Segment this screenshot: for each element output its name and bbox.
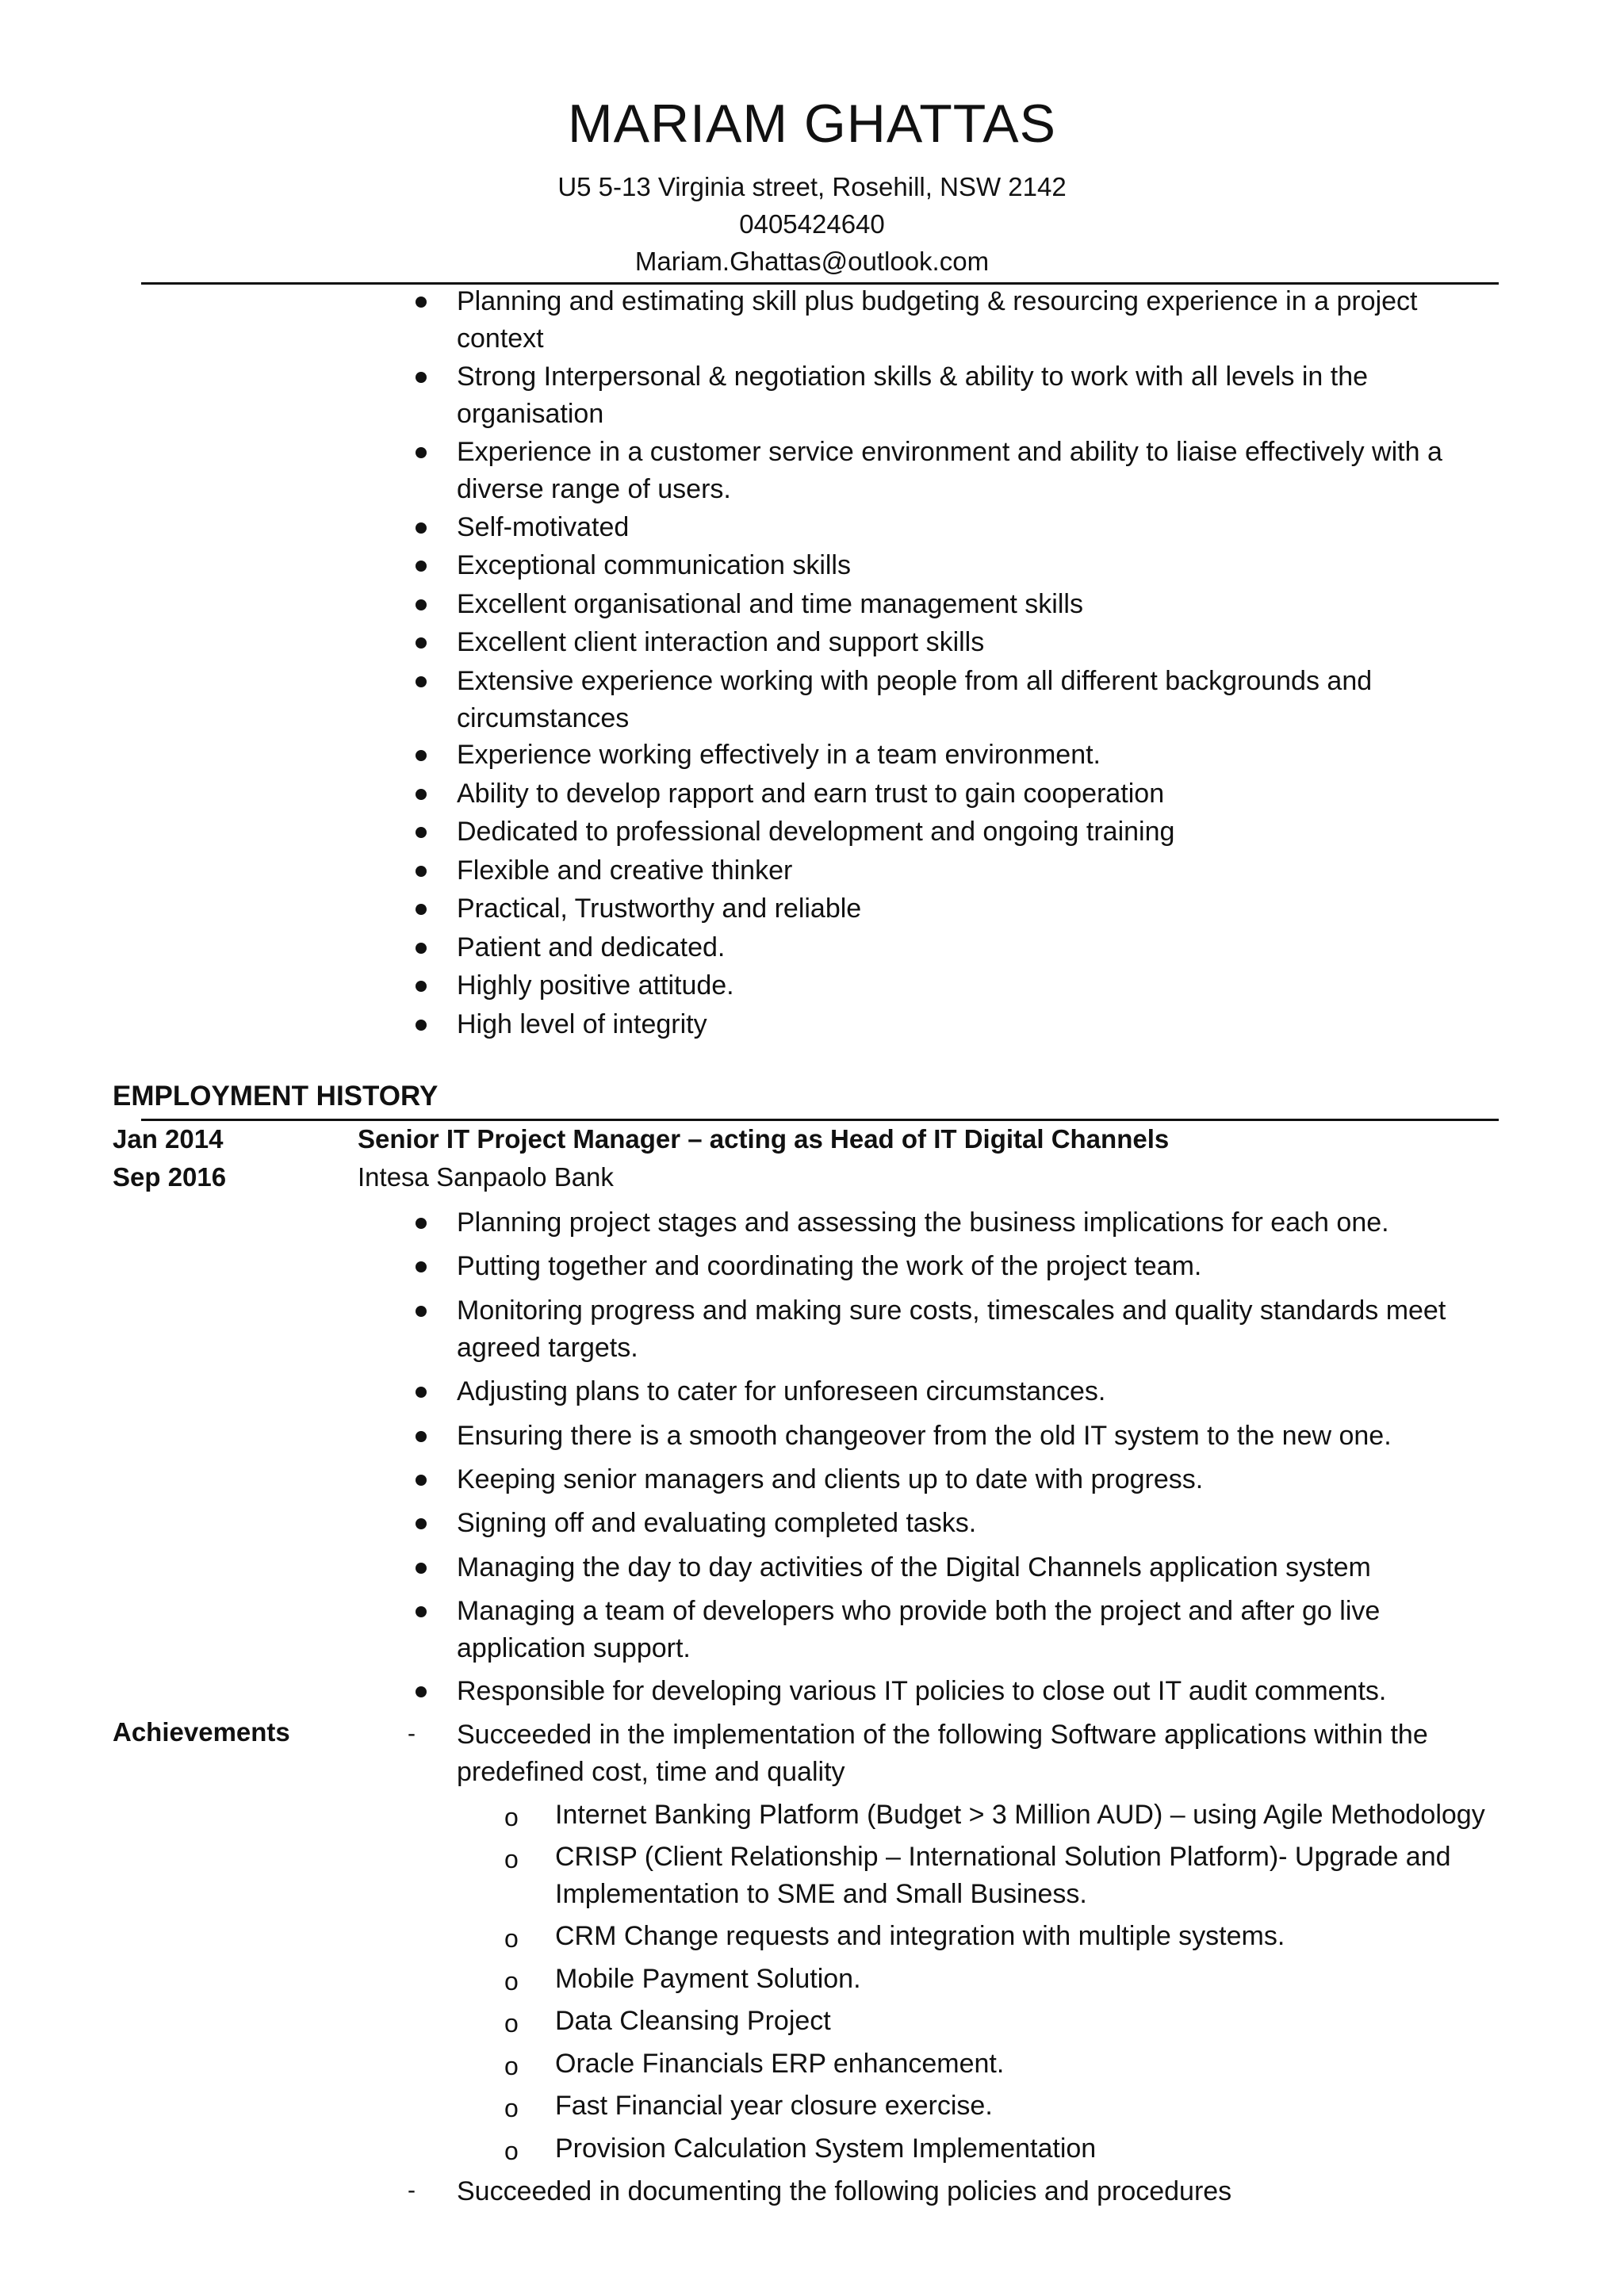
bullet-icon [416,372,427,383]
achievement-subitem: CRM Change requests and integration with multiple systems. [555,1921,1285,1951]
responsibility-item: Signing off and evaluating completed tasks. [457,1508,977,1538]
skill-item: Highly positive attitude. [457,970,734,1001]
contact-phone: 0405424640 [739,209,885,239]
achievement-subitem: Provision Calculation System Implementation [555,2133,1097,2164]
achievement-subitem: Data Cleansing Project [555,2006,831,2036]
job-employer: Intesa Sanpaolo Bank [358,1162,614,1192]
circle-bullet-icon: o [504,1803,519,1831]
bullet-icon [416,297,427,308]
skill-item: Experience in a customer service environment and ability to liaise effectively with a diverse range of users. [457,437,1442,504]
circle-bullet-icon: o [504,2052,519,2080]
skill-item: Strong Interpersonal & negotiation skills & ability to work with all levels in the organisation [457,362,1369,429]
section-divider [141,1119,1499,1121]
responsibility-item: Putting together and coordinating the work of the project team. [457,1251,1202,1281]
skill-item: Practical, Trustworthy and reliable [457,894,862,924]
bullet-icon [416,1261,427,1272]
achievement-item: Succeeded in the implementation of the following Software applications within the predefined cost, time and quality [457,1720,1428,1787]
responsibility-item: Planning project stages and assessing the business implications for each one. [457,1207,1389,1238]
skill-item: Dedicated to professional development and ongoing training [457,817,1175,847]
candidate-name: MARIAM GHATTAS [568,94,1056,154]
bullet-icon [416,676,427,687]
bullet-icon [416,827,427,838]
bullet-icon [416,599,427,610]
bullet-icon [416,522,427,534]
achievements-label: Achievements [113,1717,290,1747]
responsibility-item: Managing the day to day activities of the Digital Channels application system [457,1552,1371,1582]
bullet-icon [416,1431,427,1442]
contact-email: Mariam.Ghattas@outlook.com [634,247,990,276]
bullet-icon [416,1518,427,1529]
bullet-icon [416,637,427,649]
achievement-subitem: CRISP (Client Relationship – International Solution Platform)- Upgrade and Implementation to SME and Small Business. [555,1842,1451,1909]
achievement-subitem: Mobile Payment Solution. [555,1964,861,1994]
dash-icon: - [408,2177,416,2203]
contact-address: U5 5-13 Virginia street, Rosehill, NSW 2142 [557,172,1067,201]
bullet-icon [416,943,427,954]
bullet-icon [416,1387,427,1398]
bullet-icon [416,750,427,761]
responsibility-item: Responsible for developing various IT policies to close out IT audit comments. [457,1676,1387,1706]
skill-item: Patient and dedicated. [457,932,726,962]
bullet-icon [416,1686,427,1697]
bullet-icon [416,904,427,915]
circle-bullet-icon: o [504,2137,519,2165]
bullet-icon [416,1606,427,1617]
achievement-subitem: Fast Financial year closure exercise. [555,2091,993,2121]
skill-item: Experience working effectively in a team environment. [457,740,1101,770]
skill-item: Planning and estimating skill plus budgeting & resourcing experience in a project context [457,286,1418,354]
achievement-subitem: Internet Banking Platform (Budget > 3 Million AUD) – using Agile Methodology [555,1800,1485,1830]
circle-bullet-icon: o [504,2009,519,2038]
bullet-icon [416,1020,427,1031]
job-end-date: Sep 2016 [113,1162,227,1192]
circle-bullet-icon: o [504,1967,519,1996]
bullet-icon [416,1306,427,1317]
skill-item: Extensive experience working with people from all different backgrounds and circumstances [457,666,1373,733]
dash-icon: - [408,1720,416,1747]
bullet-icon [416,866,427,877]
responsibility-item: Managing a team of developers who provide both the project and after go live application support. [457,1596,1381,1663]
section-title-employment: EMPLOYMENT HISTORY [113,1081,439,1112]
bullet-icon [416,981,427,992]
bullet-icon [416,1218,427,1229]
responsibility-item: Keeping senior managers and clients up to date with progress. [457,1464,1204,1494]
job-title: Senior IT Project Manager – acting as Head of IT Digital Channels [358,1124,1170,1154]
achievement-subitem: Oracle Financials ERP enhancement. [555,2049,1005,2079]
responsibility-item: Ensuring there is a smooth changeover from the old IT system to the new one. [457,1421,1392,1451]
skill-item: Ability to develop rapport and earn trust to gain cooperation [457,779,1165,809]
skill-item: Excellent organisational and time management skills [457,589,1083,619]
circle-bullet-icon: o [504,1845,519,1873]
responsibility-item: Monitoring progress and making sure costs, timescales and quality standards meet agreed targets. [457,1295,1446,1363]
bullet-icon [416,1475,427,1486]
bullet-icon [416,1563,427,1574]
skill-item: Self-motivated [457,512,630,542]
circle-bullet-icon: o [504,1924,519,1953]
responsibility-item: Adjusting plans to cater for unforeseen circumstances. [457,1376,1106,1406]
bullet-icon [416,447,427,458]
bullet-icon [416,789,427,800]
skill-item: High level of integrity [457,1009,707,1039]
skill-item: Exceptional communication skills [457,550,851,580]
skill-item: Flexible and creative thinker [457,855,793,886]
bullet-icon [416,561,427,572]
skill-item: Excellent client interaction and support skills [457,627,985,657]
circle-bullet-icon: o [504,2094,519,2122]
achievement-item: Succeeded in documenting the following policies and procedures [457,2176,1232,2206]
job-start-date: Jan 2014 [113,1124,224,1154]
